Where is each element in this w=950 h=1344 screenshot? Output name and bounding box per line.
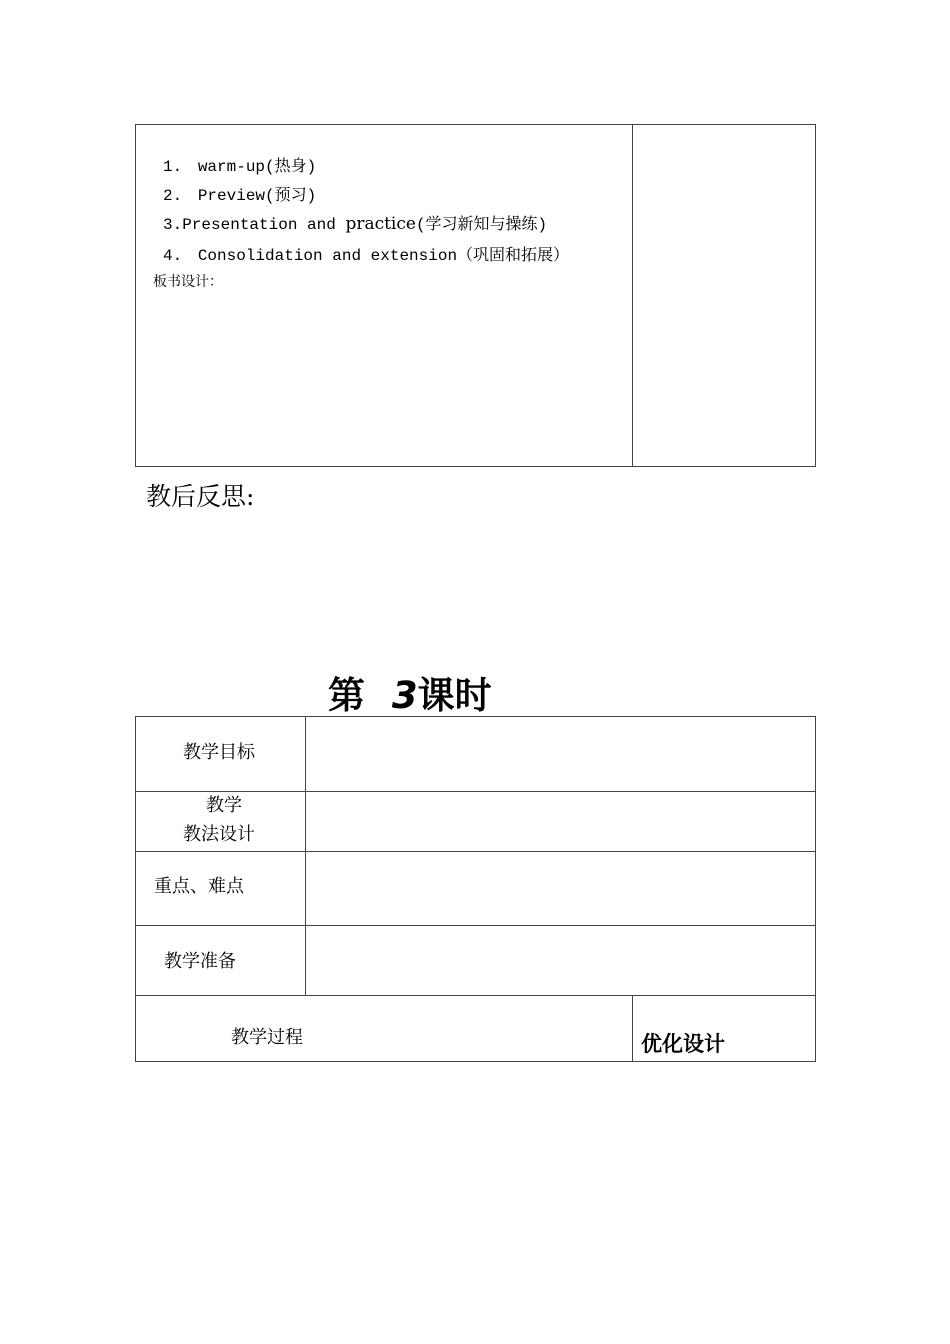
teaching-method-label-line1: 教学 xyxy=(206,795,242,816)
step-4-number: 4. xyxy=(163,247,183,265)
step-1 xyxy=(163,153,316,176)
step-1-text: warm-up(热身) xyxy=(197,158,317,176)
teaching-process-label: 教学过程 xyxy=(231,1027,303,1048)
step-4-text: Consolidation and extension（巩固和拓展） xyxy=(197,247,570,265)
lesson-title-prefix: 第 xyxy=(328,674,365,717)
step-2-number: 2. xyxy=(163,187,183,205)
lesson-title xyxy=(328,665,492,719)
step-1-number: 1. xyxy=(163,158,183,176)
step-4 xyxy=(163,242,569,265)
key-points-label: 重点、难点 xyxy=(154,876,244,897)
optimized-design-label: 优化设计 xyxy=(641,1032,725,1056)
teaching-method-label-line2: 教法设计 xyxy=(183,824,255,845)
step-3 xyxy=(163,211,547,234)
top-table-divider xyxy=(632,124,633,467)
row-divider-2 xyxy=(135,851,816,852)
board-design-label: 板书设计： xyxy=(153,274,223,290)
process-column-divider xyxy=(632,995,633,1062)
label-column-divider xyxy=(305,716,306,995)
step-3-prefix: 3.Presentation and xyxy=(163,216,346,234)
reflection-label: 教后反思: xyxy=(146,482,255,511)
row-divider-4 xyxy=(135,995,816,996)
step-3-suffix: (学习新知与操练) xyxy=(415,216,548,234)
teaching-goal-label: 教学目标 xyxy=(183,742,255,763)
lesson-title-suffix: 课时 xyxy=(417,674,492,717)
lesson-number: 3 xyxy=(391,674,418,717)
step-2 xyxy=(163,182,316,205)
preparation-label: 教学准备 xyxy=(164,951,236,972)
step-2-text: Preview(预习) xyxy=(197,187,317,205)
row-divider-3 xyxy=(135,925,816,926)
step-3-highlight: practice xyxy=(345,214,416,234)
